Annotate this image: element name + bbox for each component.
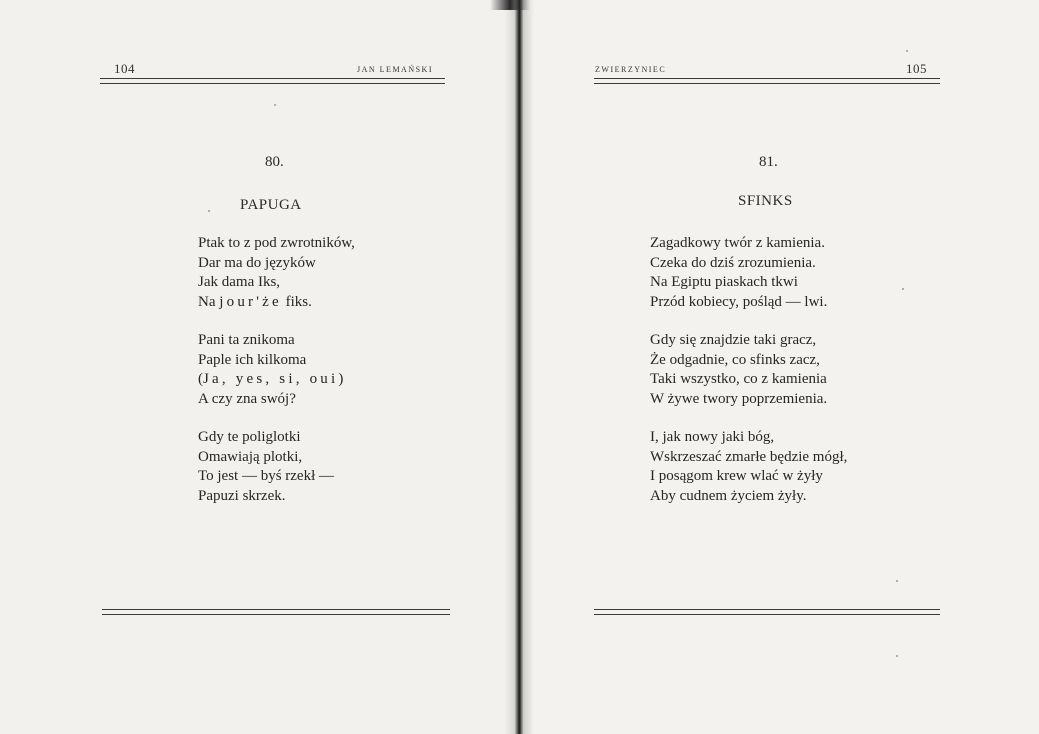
poem-number-80: 80.: [265, 154, 284, 170]
poem-title-sfinks: SFINKS: [738, 193, 793, 209]
stanza-1: [198, 234, 355, 312]
poem-line: Gdy się znajdzie taki gracz,: [650, 332, 817, 348]
paper-speck: [896, 580, 898, 582]
left-page-number: 104: [114, 61, 135, 76]
poem-papuga: [198, 234, 355, 525]
paper-speck: [902, 288, 904, 290]
left-page: [0, 0, 515, 734]
stanza-1: [650, 234, 847, 312]
spaced-word: jour'że: [219, 293, 282, 310]
poem-line: Na jour'że fiks.: [198, 293, 312, 310]
left-footer-rule: [102, 609, 450, 615]
poem-line: To jest — byś rzekł —: [198, 468, 335, 484]
paper-speck: [906, 50, 908, 52]
poem-line: Omawiają plotki,: [198, 448, 303, 465]
poem-line: Pani ta znikoma: [198, 332, 295, 348]
poem-line: Czeka do dziś zrozumienia.: [650, 254, 816, 271]
poem-sfinks: [650, 234, 847, 525]
left-running-title: JAN LEMAŃSKI: [357, 65, 433, 74]
paper-speck: [896, 655, 898, 657]
poem-line: Ptak to z pod zwrotników,: [198, 235, 355, 251]
poem-line: A czy zna swój?: [198, 390, 296, 407]
paper-speck: [274, 104, 276, 106]
stanza-2: [650, 331, 847, 409]
stanza-3: [650, 428, 847, 506]
poem-number-81: 81.: [759, 154, 778, 170]
right-footer-rule: [594, 609, 940, 615]
poem-title-papuga: PAPUGA: [240, 197, 302, 213]
right-running-title: ZWIERZYNIEC: [595, 65, 667, 74]
poem-line: Paple ich kilkoma: [198, 351, 307, 368]
left-running-head: [0, 0, 515, 90]
poem-line: Na Egiptu piaskach tkwi: [650, 274, 798, 290]
gutter-shadow: [490, 0, 530, 10]
right-running-head: [524, 0, 1039, 90]
poem-line: I, jak nowy jaki bóg,: [650, 429, 775, 445]
poem-line: Zagadkowy twór z kamienia.: [650, 235, 825, 251]
poem-line: Przód kobiecy, pośląd — lwi.: [650, 293, 828, 310]
spaced-words: Ja, yes, si, oui: [203, 371, 339, 387]
poem-line: Taki wszystko, co z kamienia: [650, 371, 827, 387]
stanza-3: [198, 428, 355, 506]
stanza-2: [198, 331, 355, 409]
poem-line: W żywe twory poprzemienia.: [650, 390, 828, 407]
poem-line: Gdy te poliglotki: [198, 429, 301, 445]
book-gutter: [504, 0, 534, 734]
poem-line: Że odgadnie, co sfinks zacz,: [650, 351, 820, 368]
poem-line: Papuzi skrzek.: [198, 487, 286, 504]
poem-line: Dar ma do języków: [198, 254, 316, 271]
left-header-rule: [100, 78, 445, 84]
right-header-rule: [594, 78, 940, 84]
poem-line: Wskrzeszać zmarłe będzie mógł,: [650, 448, 848, 465]
right-page-number: 105: [906, 61, 927, 76]
paper-speck: [208, 210, 210, 212]
poem-line: Aby cudnem życiem żyły.: [650, 487, 807, 504]
poem-line: Jak dama Iks,: [198, 274, 281, 290]
right-page: [524, 0, 1039, 734]
poem-line: (Ja, yes, si, oui): [198, 371, 344, 387]
poem-line: I posągom krew wlać w żyły: [650, 468, 823, 484]
